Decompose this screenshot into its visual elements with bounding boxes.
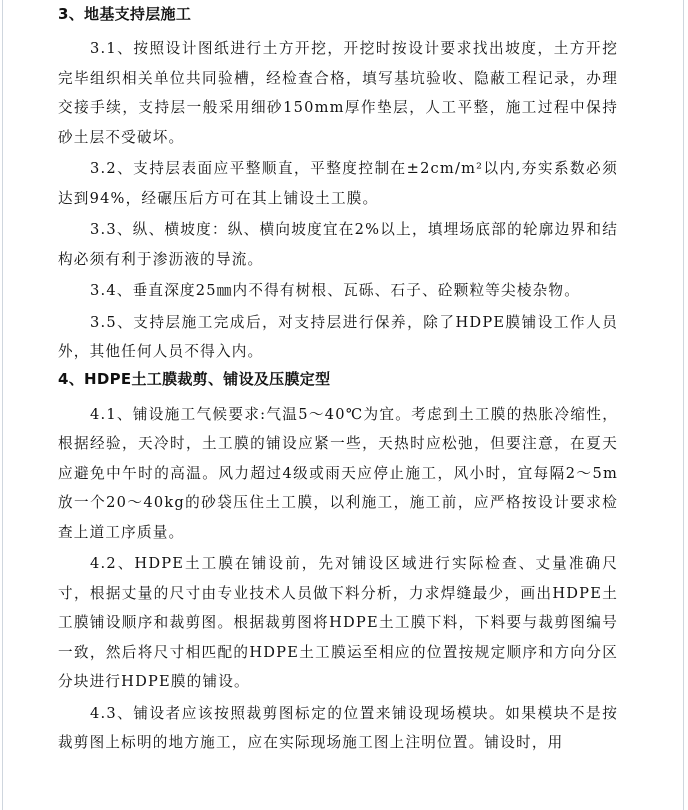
paragraph-3-5: 3.5、支持层施工完成后，对支持层进行保养，除了HDPE膜铺设工作人员外，其他任何人员不得入内。 (58, 313, 618, 360)
left-page-border (2, 0, 3, 810)
paragraph-3-3: 3.3、纵、横坡度：纵、横向坡度宜在2%以上，填埋场底部的轮廓边界和结构必须有利于渗沥液的导流。 (58, 221, 618, 268)
paragraph-4-3: 4.3、铺设者应该按照裁剪图标定的位置来铺设现场模块。如果模块不是按裁剪图上标明的地方施工，应在实际现场施工图上注明位置。铺设时，用 (58, 704, 618, 751)
paragraph-3-2: 3.2、支持层表面应平整顺直，平整度控制在±2cm/m²以内,夯实系数必须达到94%，经碾压后方可在其上铺设土工膜。 (58, 160, 618, 207)
paragraph-4-1: 4.1、铺设施工气候要求:气温5～40℃为宜。考虑到土工膜的热胀冷缩性，根据经验，天冷时，土工膜的铺设应紧一些，天热时应松弛，但要注意，在夏天应避免中午时的高温。风力超过4级或雨天应停止施工，风小时，宜每隔2～5m放一个20～40kg的砂袋压住土工膜，以利施工，施工前，应严格按设计要求检查上道工序质量。 (58, 405, 618, 541)
paragraph-3-1: 3.1、按照设计图纸进行土方开挖，开挖时按设计要求找出坡度，土方开挖完毕组织相关单位共同验槽，经检查合格，填写基坑验收、隐蔽工程记录，办理交接手续，支持层一般采用细砂150mm厚作垫层，人工平整，施工过程中保持砂土层不受破坏。 (58, 40, 618, 146)
paragraph-3-4: 3.4、垂直深度25㎜内不得有树根、瓦砾、石子、砼颗粒等尖棱杂物。 (90, 282, 581, 299)
paragraph-4-2: 4.2、HDPE土工膜在铺设前，先对铺设区域进行实际检查、丈量准确尺寸，根据丈量的尺寸由专业技术人员做下料分析，力求焊缝最少，画出HDPE土工膜铺设顺序和裁剪图。根据裁剪图将HDPE土工膜下料，下料要与裁剪图编号一致，然后将尺寸相匹配的HDPE土工膜运至相应的位置按规定顺序和方向分区分块进行HDPE膜的铺设。 (58, 555, 618, 690)
right-page-border (683, 0, 684, 810)
section-4-heading: 4、HDPE土工膜裁剪、铺设及压膜定型 (58, 369, 331, 388)
section-3-heading: 3、地基支持层施工 (58, 5, 192, 23)
